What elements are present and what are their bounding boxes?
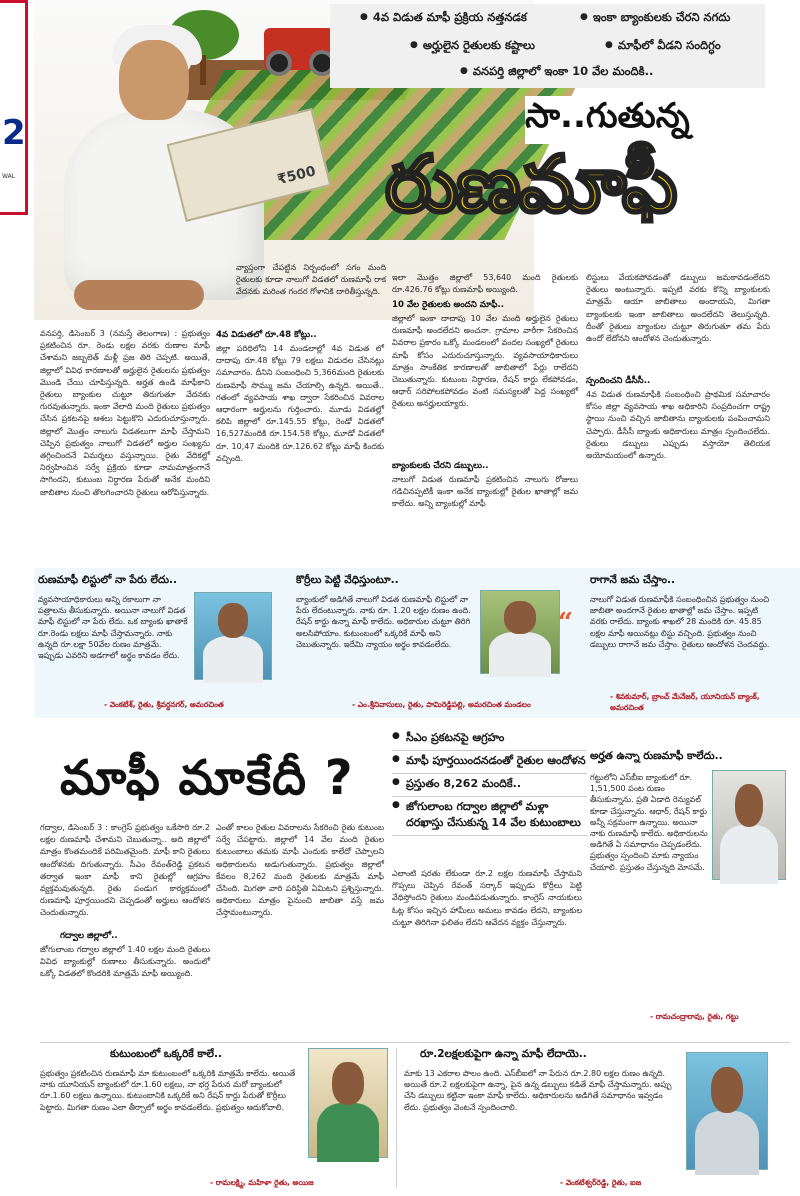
adjacent-page-edge	[0, 0, 28, 215]
article2-bullet-2: ● మాఫీ పూర్తయిందనడంతో రైతుల ఆందోళన	[392, 751, 587, 774]
quote-3-title: రాగానే జమ చేస్తాం..	[590, 574, 675, 586]
woman-farmer-photo	[308, 1048, 388, 1158]
quote-3-text: నాలుగో విడుత రుణమాఫీకి సంబంధించిన ప్రభుత్వం నుంచి జాబితా అందగానే రైతుల ఖాతాల్లో జమ చేస్తాం. ఇప్పటి వరకు రాలేదు. బ్యాంకు శాఖలో 28 మందికి రూ. 45.85 లక్షల మాఫీ అయినట్లు లిస్టు వచ్చింది. ప్రభుత్వం నుంచి డబ్బులు రాగానే జమ చేస్తాం. రైతులు ఆందోళన చెందవద్దు.	[590, 595, 770, 649]
quote-strip	[34, 568, 800, 718]
article1-sub3: బ్యాంకులకు చేరని డబ్బులు..	[392, 461, 489, 471]
article1-col3c: నాలుగో విడుత రుణమాఫీ ప్రకటించిన నాలుగు రోజులు గడిచినప్పటికీ ఇంకా అనేక బ్యాంకుల్లో రైతుల ఖాతాల్లో జమ కాలేదు. అన్ని బ్యాంకుల్లో మాఫీ	[392, 475, 578, 509]
quote-1-text: వ్యవసాయాధికారులు అన్ని రకాలుగా నా పత్రాలను తీసుకున్నారు. అయినా నాలుగో విడత మాఫీ లిస్టులో నా పేరు లేదు. ఒక బ్యాంకు ఖాతాకే రూ.రెండు లక్షలు మాఫీ చేస్తామన్నారు. నాకు ఉన్నది రూ.లక్షా 50వేల రుణం మాత్రమే. ఇప్పుడు ఎవరిని అడగాలో అర్థం కావడం లేదు.	[38, 595, 188, 661]
article1-col2-text: జిల్లా పరిధిలోని 14 మండలాల్లో 4వ విడుత లో దాదాపు రూ.48 కోట్లు 79 లక్షలు విడుదల చేసినట్లు సమాచారం. దీనిని సంబంధించి 5,366మంది రైతులకు రుణమాఫీ సొమ్ము జమ చేయాల్సి ఉన్నది. అయితే.. గతంలో వ్యవసాయ శాఖ ద్వారా సేకరించిన వివరాల ఆధారంగా అర్హులను గుర్తించారు. మూడు విడతల్లో కలిపి జిల్లాలో రూ.145.55 కోట్లు, రెండో విడతలో 16,527మందికి రూ.154.58 కోట్లు, మూడో విడతలో రూ. 10,47 మందికి రూ.126.62 కోట్లు మాఫీ కిందకు వచ్చింది.	[216, 344, 384, 463]
top-bullet-3: ● అర్హులైన రైతులకు కష్టాలు	[410, 38, 535, 55]
sidebox-title: అర్హత ఉన్నా రుణమాఫీ కాలేదు..	[590, 750, 723, 762]
sidebox-text-top: గట్టులోని ఎస్‌బీఐ బ్యాంకులో రూ. 1,51,500 పంట రుణం తీసుకున్నాను. ప్రతి ఏడాది రెన్యువల్ కూడా చేస్తున్నాను. ఆధార్, రేషన్ కార్డు అన్నీ సక్రమంగా ఉన్నాయి. అయినా నాకు రుణమాఫీ కాలేదు. అధికారులను అడిగితే ఏ సమాధానం చెప్పడంలేదు. ప్రభుత్వం స్పందించి మాకు న్యాయం చేయాలి. ప్రస్తుతం చేస్తున్నది మోసమే.	[590, 773, 708, 872]
farmer-photo-2	[480, 590, 560, 674]
article2-title: మాఫీ మాకేదీ ?	[60, 750, 354, 806]
article1-col1: వనపర్తి, డిసెంబర్ 3 (నమస్తే తెలంగాణ) : ప్రభుత్వం ప్రకటించిన రూ. రెండు లక్షల వరకు రుణాల మాఫీ చేశామని జబ్బలెత్ మళ్లీ ప్రజ తిరి చెప్పటి. అయితే, జిల్లాలో వివిధ కారణాలతో అర్హులైన రైతులను ప్రభుత్వం మొండి చేయి చూపిస్తున్నది. అర్హత ఉండి మాఫీకాని రైతులు బ్యాంకుల చుట్టూ తిరుగుతూ వేదనకు గురవుతున్నారు. ఇంకా వేలాది మంది రైతులు ప్రభుత్వం చేసిన ప్రకటనపై ఆశలు పెట్టుకొని ఎదురుచూస్తున్నారు. జిల్లాలో మొత్తం నాలుగు విడతలుగా మాఫీ చేస్తామని చెప్పిన ప్రభుత్వం నాలుగో విడతలో అర్హుల సంఖ్యను తగ్గించిందనే విమర్శలు వస్తున్నాయి. రైతు వేదికల్లో నిర్వహించిన సర్వే ప్రక్రియ కూడా నామమాత్రంగానే సాగిందని, కుటుంబ నిర్ధారణ పేరుతో అనేక మందిని జాబితాల నుంచి తొలగించారని రైతులు ఆరోపిస్తున్నారు.	[40, 329, 210, 497]
quote-box-3	[586, 568, 800, 718]
article1-col4-text: లిస్టులు వేయకపోవడంతో డబ్బులు జమకావడంలేదని రైతులు అంటున్నారు. ఇప్పటి వరకు కొన్ని బ్యాంకులకు మాత్రమే ఆయా జాబితాలు అందాయని, మిగతా బ్యాంకులకు ఇంకా జాబితాలు అందలేదని తెలుస్తున్నది. దీంతో రైతులు బ్యాంకుల చుట్టూ తిరుగుతూ తమ పేరు ఉందో లేదోనని ఆందోళన చెందుతున్నారు.	[586, 273, 770, 344]
top-bullet-4: ● మాఫీలో వీడని సందిగ్ధం	[605, 38, 721, 55]
bottom-1-title: కుటుంబంలో ఒక్కరికే కాలే..	[110, 1048, 222, 1060]
article2-bullet-1: ● సీఎం ప్రకటనపై ఆగ్రహం	[392, 728, 587, 751]
sidebox-caption: - రామచంద్రారావు, రైతు, గట్టు	[650, 1012, 739, 1021]
quote-3-caption: - శివకుమార్, బ్రాంచ్ మేనేజర్, యూనియన్ బ్యాంక్, అమరచింత	[610, 692, 760, 712]
bottom-2-text: మాకు 13 ఎకరాల పొలం ఉంది. ఎస్‌బీఐలో నా పేరున రూ.2.80 లక్షల రుణం ఉన్నది. అయితే రూ.2 లక్షలకుపైగా ఉన్నా, పైన ఉన్న డబ్బులు కడితే మాఫీ చేస్తామన్నారు. అప్పు చేసి డబ్బులు కట్టినా ఇంకా మాఫీ కాలేదు. అధికారులను అడిగితే సమాధానం ఇవ్వడం లేదు. ప్రభుత్వం వెంటనే స్పందించాలి.	[404, 1069, 672, 1112]
top-bullet-5: ● వనపర్తి జిల్లాలో ఇంకా 10 వేల మందికి..	[460, 64, 653, 81]
quote-box-1	[34, 568, 284, 718]
quote-mark-icon: “	[558, 608, 573, 638]
article2-bullet-3: ● ప్రస్తుతం 8,262 మందికే..	[392, 774, 587, 797]
quote-1-title: రుణమాఫీ లిస్టులో నా పేరు లేదు..	[38, 574, 177, 586]
article1-col4	[586, 272, 770, 560]
article2-bullet-4: ● జోగులాంబ గద్వాల జిల్లాలో మళ్లా దరఖాస్తు చేసుకున్న 14 వేల కుటుంబాలు	[392, 797, 587, 836]
edge-mark: 2	[2, 113, 26, 153]
note-value: ₹500	[275, 163, 318, 189]
article2-bullets	[392, 728, 587, 836]
top-bullet-2: ● ఇంకా బ్యాంకులకు చేరని నగదు	[580, 10, 730, 27]
quote-2-text: బ్యాంకులో అడిగితే నాలుగో విడత రుణమాఫీ లిస్టులో నా పేరు లేదంటున్నారు. నాకు రూ. 1.20 లక్షల రుణం ఉంది. రేషన్ కార్డు ఉన్నా మాఫీ కాలేదు. అధికారుల చుట్టూ తిరిగి అలసిపోయాం. కుటుంబంలో ఒక్కరికే మాఫీ అని చెబుతున్నారు. ఇదేమి న్యాయం అర్థం కావడంలేదు.	[296, 595, 471, 649]
article1-sub1: 4వ విడుతలో రూ.48 కోట్లు..	[216, 330, 317, 340]
article1-col3	[392, 272, 578, 560]
article1-intro: వ్యాప్తంగా చేపట్టిన నిర్బంధంలో సగం మంది రైతులకు కూడా నాలుగో విడతలో రుణమాఫీ రాక వేదనకు మరింత గందర గోళానికి దారితీస్తున్నది.	[236, 263, 386, 297]
quote-1-caption: - వెంకటేశ్, రైతు, శ్రీవర్ధనగర్, అమరచింత	[104, 700, 224, 709]
article2-col3: ఎలాంటి షరతు లేకుండా రూ.2 లక్షల రుణమాఫీ చేస్తామని గొప్పలు చెప్పిన రేవంత్ సర్కార్ ఇప్పుడు కొర్రీలు పెట్టి వేధిస్తోందని రైతులు మండిపడుతున్నారు. కాంగ్రెస్ నాయకులు ఓట్ల కోసం ఇచ్చిన హామీలు అమలు కావడం లేదని, బ్యాంకుల చుట్టూ తిరిగినా ఫలితం లేదని ఆవేదన వ్యక్తం చేస్తున్నారు.	[392, 869, 582, 927]
article2-col1b: జోగులాంబ గద్వాల జిల్లాలో 1.40 లక్షల మంది రైతులు వివిధ బ్యాంకుల్లో రుణాలు తీసుకున్నారు. అందులో ఒక్కో విడతలో కొందరికి మాత్రమే మాఫీ అయ్యింది.	[40, 945, 210, 979]
headline-small: సా..గుతున్న	[525, 96, 690, 144]
article1-col2	[216, 328, 384, 560]
edge-small-text: WAL	[2, 173, 16, 180]
article1-col3b: జిల్లాలో ఇంకా దాదాపు 10 వేల మంది అర్హులైన రైతులు రుణమాఫీ అందలేదని అంచనా. గ్రామాల వారీగా సేకరించిన వివరాల ప్రకారం ఒక్కో మండలంలో వందల సంఖ్యలో రైతులు మాఫీ కోసం ఎదురుచూస్తున్నారు. వ్యవసాయాధికారులు మాత్రం సాంకేతిక కారణాలతో జాబితాలో పేర్లు రాలేదని చెబుతున్నారు. కుటుంబ నిర్ధారణ, రేషన్ కార్డు లేకపోవడం, ఆధార్ సరిపోలకపోవడం వంటి సమస్యలతో పెద్ద సంఖ్యలో రైతులు అనర్హులయ్యారు.	[392, 314, 578, 409]
quote-2-caption: - ఎం.శ్రీనివాసులు, రైతు, పామిరెడ్డిపల్లి, అమరచింత మండలం	[352, 700, 531, 709]
article2-col1: గద్వాల, డిసెంబర్ 3 : కాంగ్రెస్ ప్రభుత్వం ఒకేసారి రూ.2 లక్షల రుణమాఫీ చేశామని చెబుతున్నా.. అది జిల్లాలో మాత్రం కొంతమందికే పరిమితమైంది. మాఫీ కాని రైతులు ఆందోళనకు దిగుతున్నారు. సీఎం రేవంత్‌రెడ్డి ప్రకటన తర్వాత ఇంకా మాఫీ కాని రైతుల్లో ఆగ్రహం వ్యక్తమవుతున్నది. రైతు పండుగ కార్యక్రమంలో రుణమాఫీ పూర్తయిందని చెప్పడంతో అర్హులు ఆందోళన చెందుతున్నారు.	[40, 823, 210, 918]
bottom-2-title: రూ.2లక్షలకుపైగా ఉన్నా మాఫీ లేదాయె..	[420, 1048, 587, 1060]
article2-sidebox	[590, 740, 790, 1040]
top-bullet-1: ● 4వ విడుత మాఫీ ప్రక్రియ నత్తనడక	[360, 10, 527, 27]
article1-sub4: స్పందించని డీసీసీ..	[586, 376, 651, 386]
top-bullets	[330, 4, 765, 88]
farmer-photo-3	[712, 770, 786, 880]
bottom-1-text: ప్రభుత్వం ప్రకటించిన రుణమాఫీ మా కుటుంబంలో ఒక్కరికి మాత్రమే కాలేదు. అయితే నాకు యూనియన్ బ్యాంకులో రూ.1.60 లక్షలు, నా భర్త పేరున మరో బ్యాంకులో రూ.1.60 లక్షలు ఉన్నాయి. కుటుంబానికి ఒక్కరికే అని రేషన్ కార్డు పేరుతో కొర్రీలు పెట్టారు. మిగతా రుణం ఎలా తీర్చాలో అర్థం కావడంలేదు. ప్రభుత్వం ఆదుకోవాలి.	[40, 1069, 296, 1112]
article1-sub2: 10 వేల రైతులకు అందని మాఫీ..	[392, 300, 504, 310]
farmer-photo-4	[686, 1052, 768, 1170]
article2-sub: గద్వాల జిల్లాలో..	[60, 931, 118, 941]
headline-big: రుణమాఫీ	[385, 140, 676, 230]
article1-col4b: 4వ విడుత రుణమాఫీకి సంబంధించి ప్రాథమిక సమాచారం కోసం జిల్లా వ్యవసాయ శాఖ అధికారిని సంప్రదించగా రాష్ట్ర స్థాయి నుంచి వచ్చిన జాబితాను బ్యాంకులకు పంపించామని చెప్పారు. డీసీసీ బ్యాంకు అధికారులు మాత్రం స్పందించలేదు. రైతులు డబ్బులు ఎప్పుడు వస్తాయో తెలియక అయోమయంలో ఉన్నారు.	[586, 390, 770, 461]
farmer-photo-1	[194, 592, 272, 680]
article1-col3-text: ఇలా మొత్తం జిల్లాలో 53,640 మంది రైతులకు రూ.426.76 కోట్లు రుణమాఫీ అయ్యింది.	[392, 273, 578, 295]
section-divider	[40, 1042, 790, 1043]
quote-2-title: కొర్రీలు పెట్టి వేధిస్తుంటూ..	[296, 574, 399, 586]
article2-col2: ఎంతో కాలం రైతుల వివరాలను సేకరించి రైతు కుటుంబ సర్వే చేపట్టారు. జిల్లాలో 14 వేల మంది రైతుల కుటుంబాలు తమకు మాఫీ ఎందుకు కాలేదో చెప్పాలని అధికారులను అడుగుతున్నారు. ప్రభుత్వం జిల్లాలో కేవలం 8,262 మంది రైతులకు మాత్రమే మాఫీ చేసింది. మిగతా వారి పరిస్థితి ఏమిటని ప్రశ్నిస్తున్నారు. అధికారులు మాత్రం పైనుంచి జాబితా వస్తే జమ చేస్తామంటున్నారు.	[216, 823, 384, 918]
bottom-1-caption: - రామలక్ష్మి, మహిళా రైతు, అయిజ	[210, 1178, 314, 1187]
quote-box-2	[292, 568, 573, 718]
bottom-2-caption: - వెంకటేశ్వర్‌రెడ్డి, రైతు, ఐజ	[560, 1178, 642, 1187]
